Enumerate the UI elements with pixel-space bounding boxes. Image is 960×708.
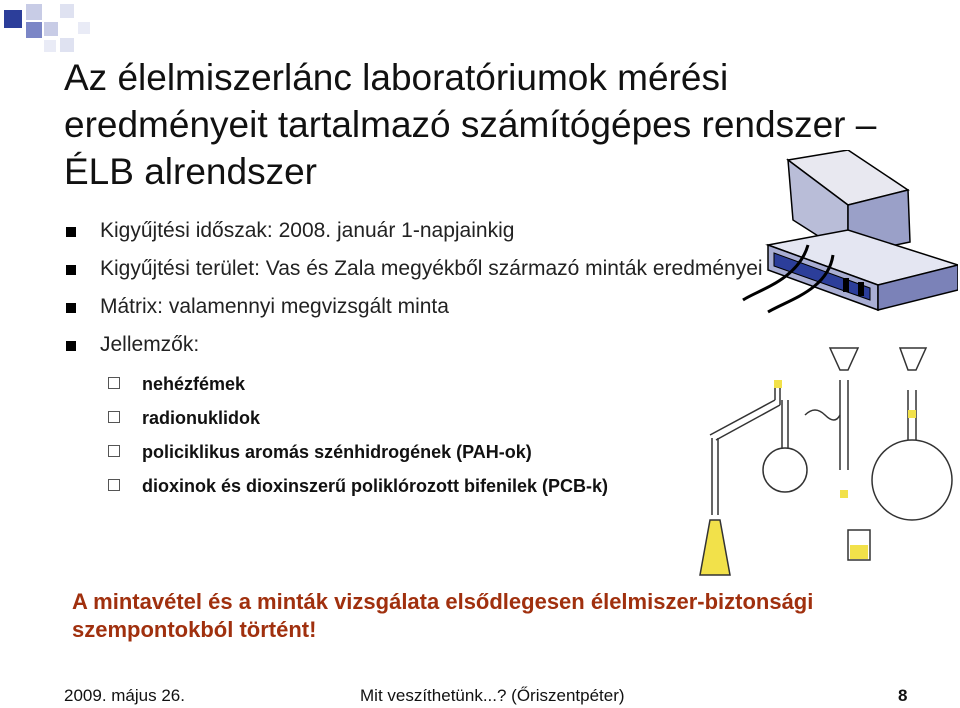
footer-date: 2009. május 26.: [64, 686, 185, 705]
bullet-item: [64, 292, 784, 322]
square-bullet-icon: [66, 303, 76, 313]
sub-bullet-item: [64, 474, 784, 498]
bullet-item: [64, 254, 784, 284]
sub-bullet-text: nehézfémek: [142, 374, 246, 394]
slide-title: Az élelmiszerlánc laboratóriumok mérési eredményeit tartalmazó számítógépes rendszer – ÉLB alrendszer: [64, 57, 877, 192]
bullet-item: [64, 330, 784, 360]
bullet-text: Kigyűjtési időszak: 2008. január 1-napjainkig: [100, 219, 515, 242]
conclusion-text: A mintavétel és a minták vizsgálata elsődlegesen élelmiszer-biztonsági szempontokból történt!: [72, 589, 814, 642]
hollow-square-bullet-icon: [108, 411, 120, 423]
sub-bullet-text: policiklikus aromás szénhidrogének (PAH-ok): [142, 442, 532, 462]
hollow-square-bullet-icon: [108, 445, 120, 457]
square-bullet-icon: [66, 265, 76, 275]
bullet-text: Mátrix: valamennyi megvizsgált minta: [100, 295, 449, 318]
square-bullet-icon: [66, 341, 76, 351]
sub-bullet-text: radionuklidok: [142, 408, 261, 428]
sub-bullet-text: dioxinok és dioxinszerű poliklórozott bifenilek (PCB-k): [142, 476, 609, 496]
footer-center-text: Mit veszíthetünk...? (Őriszentpéter): [360, 686, 625, 705]
sub-bullet-item: [64, 372, 784, 396]
decorative-squares: [0, 0, 110, 60]
bullet-list: [64, 216, 784, 508]
hollow-square-bullet-icon: [108, 479, 120, 491]
sub-bullet-item: [64, 406, 784, 430]
bullet-text: Kigyűjtési terület: Vas és Zala megyékből származó minták eredményei: [100, 257, 763, 280]
hollow-square-bullet-icon: [108, 377, 120, 389]
computer-illustration-icon: [738, 150, 958, 315]
page-number: 8: [898, 686, 908, 705]
bullet-item: [64, 216, 784, 246]
square-bullet-icon: [66, 227, 76, 237]
sub-bullet-item: [64, 440, 784, 464]
laboratory-apparatus-illustration-icon: [690, 340, 960, 600]
bullet-text: Jellemzők:: [100, 333, 200, 356]
